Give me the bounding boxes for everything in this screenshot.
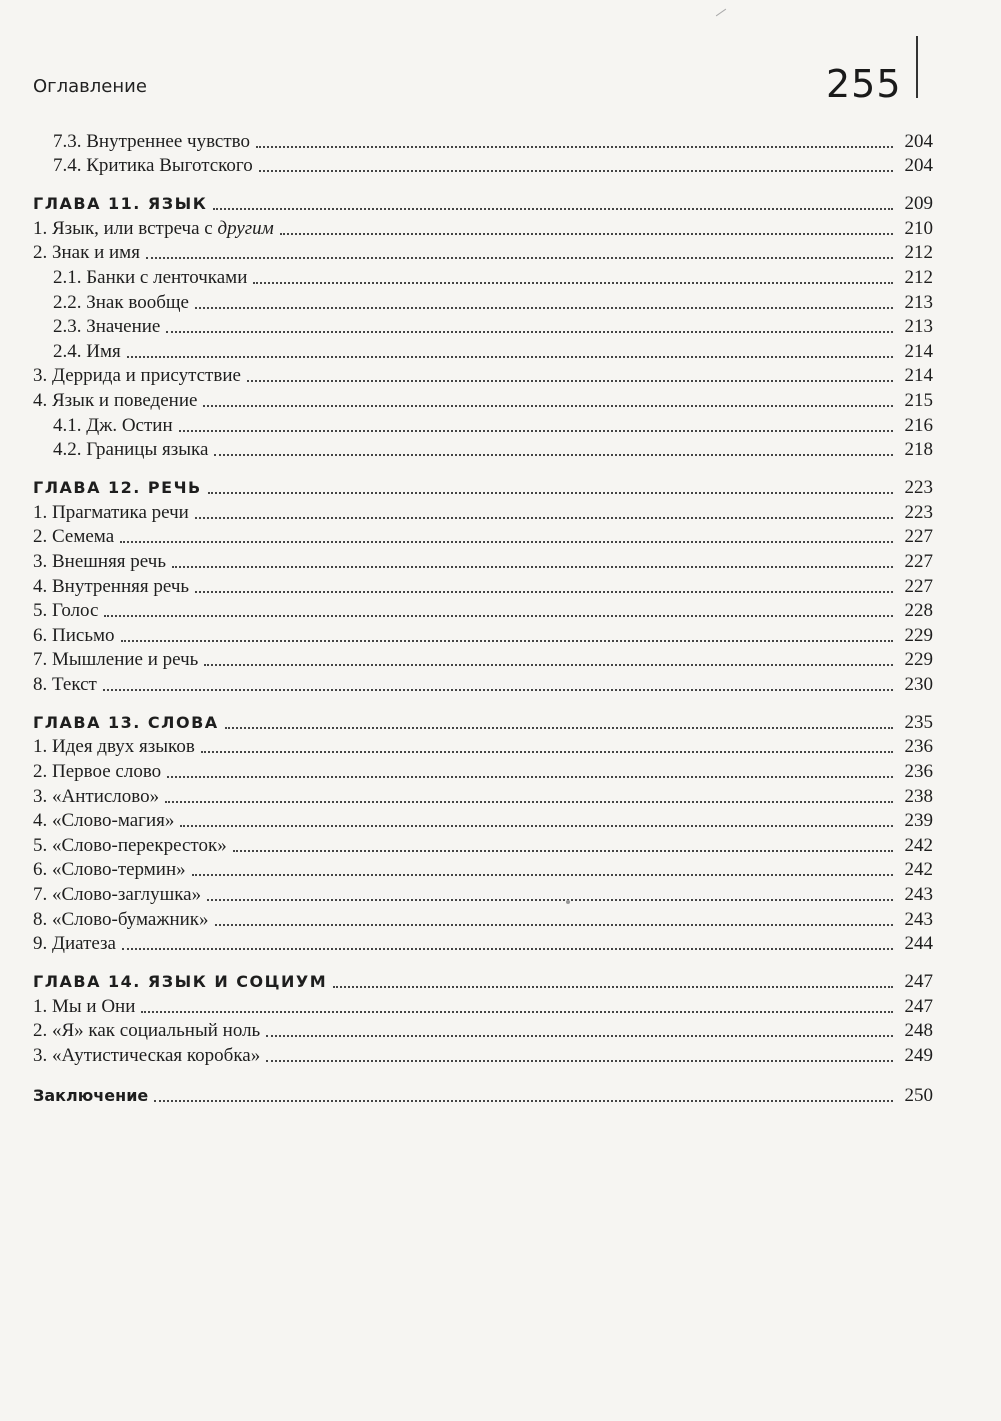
toc-entry-title: 2. «Я» как социальный ноль bbox=[33, 1020, 261, 1042]
toc-entry-page: 229 bbox=[904, 624, 933, 646]
toc-entry bbox=[33, 549, 933, 574]
toc-entry bbox=[33, 932, 933, 957]
toc-entry-title: 5. Голос bbox=[33, 600, 99, 622]
dot-leader bbox=[104, 614, 893, 617]
paper-speck bbox=[566, 900, 570, 904]
toc-entry-title: 9. Диатеза bbox=[33, 933, 116, 955]
toc-entry-title: 4. Внутренняя речь bbox=[33, 575, 190, 597]
toc-entry-page: 218 bbox=[904, 439, 933, 461]
toc-entry-page: 242 bbox=[904, 834, 933, 856]
dot-leader bbox=[215, 923, 893, 926]
dot-leader bbox=[172, 565, 893, 568]
toc-entry bbox=[33, 735, 933, 760]
dot-leader bbox=[208, 491, 893, 494]
toc-entry-page: 214 bbox=[904, 340, 933, 362]
toc-entry-page: 236 bbox=[904, 761, 933, 783]
dot-leader bbox=[259, 169, 893, 172]
chapter-title: ГЛАВА 13. СЛОВА bbox=[33, 712, 219, 732]
toc-entry bbox=[33, 438, 933, 463]
toc-entry-title: 2.1. Банки с ленточками bbox=[53, 266, 248, 288]
dot-leader bbox=[266, 1034, 893, 1037]
toc-entry bbox=[33, 315, 933, 340]
dot-leader bbox=[179, 429, 893, 432]
toc-entry bbox=[33, 882, 933, 907]
paper-mark bbox=[716, 9, 726, 17]
dot-leader bbox=[201, 750, 893, 753]
toc-entry-title: 8. «Слово-бумажник» bbox=[33, 908, 209, 930]
toc-entry-title: 3. Внешняя речь bbox=[33, 550, 166, 572]
toc-entry bbox=[33, 907, 933, 932]
chapter-heading-12 bbox=[33, 462, 933, 500]
toc-entry-title bbox=[33, 217, 274, 241]
toc-entry-page: 212 bbox=[904, 266, 933, 288]
toc-entry-page: 239 bbox=[904, 810, 933, 832]
toc-entry bbox=[33, 574, 933, 599]
toc-entry-page: 210 bbox=[904, 217, 933, 239]
title-italic: другим bbox=[217, 217, 274, 239]
toc-entry-title: 6. «Слово-термин» bbox=[33, 859, 186, 881]
toc-entry-page: 242 bbox=[904, 859, 933, 881]
toc-entry bbox=[33, 154, 933, 179]
toc-entry bbox=[33, 994, 933, 1019]
toc-entry-title: 1. Прагматика речи bbox=[33, 501, 189, 523]
running-head: Оглавление bbox=[33, 76, 147, 97]
toc-entry-title: 4.2. Границы языка bbox=[53, 439, 209, 461]
dot-leader bbox=[204, 663, 893, 666]
chapter-title: ГЛАВА 12. РЕЧЬ bbox=[33, 478, 202, 498]
toc-entry-page: 227 bbox=[904, 550, 933, 572]
conclusion-page: 250 bbox=[904, 1085, 933, 1106]
toc-entry-page: 227 bbox=[904, 575, 933, 597]
dot-leader bbox=[180, 824, 893, 827]
toc-entry-page: 228 bbox=[904, 600, 933, 622]
chapter-page: 235 bbox=[904, 711, 933, 733]
toc-entry-page: 212 bbox=[904, 242, 933, 264]
toc-entry-title: 6. Письмо bbox=[33, 624, 115, 646]
toc-entry-title: 3. Деррида и присутствие bbox=[33, 365, 241, 387]
toc-entry-title: 2. Знак и имя bbox=[33, 242, 140, 264]
toc-entry bbox=[33, 809, 933, 834]
dot-leader bbox=[214, 453, 893, 456]
dot-leader bbox=[233, 849, 893, 852]
toc-entry-page: 249 bbox=[904, 1045, 933, 1066]
toc-entry-page: 243 bbox=[904, 908, 933, 930]
toc-entry-page: 243 bbox=[904, 884, 933, 906]
chapter-page: 209 bbox=[904, 193, 933, 215]
toc-entry-page: 216 bbox=[904, 414, 933, 436]
toc-entry-title: 7. «Слово-заглушка» bbox=[33, 884, 202, 906]
toc-entry bbox=[33, 290, 933, 315]
toc-entry-title: 4. «Слово-магия» bbox=[33, 810, 175, 832]
title-prefix: 1. Язык, или встреча с bbox=[33, 217, 218, 239]
dot-leader bbox=[166, 330, 893, 333]
toc-entry bbox=[33, 1043, 933, 1068]
dot-leader bbox=[256, 145, 893, 148]
toc-entry bbox=[33, 525, 933, 550]
toc-entry-title: 1. Мы и Они bbox=[33, 995, 136, 1017]
dot-leader bbox=[247, 379, 893, 382]
toc-entry-page: 236 bbox=[904, 736, 933, 758]
dot-leader bbox=[195, 306, 893, 309]
dot-leader bbox=[192, 873, 893, 876]
toc-entry bbox=[33, 413, 933, 438]
chapter-heading-11 bbox=[33, 178, 933, 216]
chapter-title: ГЛАВА 11. ЯЗЫК bbox=[33, 194, 208, 214]
toc-entry bbox=[33, 241, 933, 266]
toc-entry-title: 2. Семема bbox=[33, 526, 115, 548]
toc-entry-page: 223 bbox=[904, 501, 933, 523]
toc-entry-title: 3. «Антислово» bbox=[33, 785, 160, 807]
dot-leader bbox=[333, 985, 893, 988]
toc-entry bbox=[33, 648, 933, 673]
toc-entry-page: 204 bbox=[904, 155, 933, 177]
dot-leader bbox=[122, 947, 893, 950]
toc-entry-page: 213 bbox=[904, 316, 933, 338]
dot-leader bbox=[195, 516, 893, 519]
dot-leader bbox=[120, 540, 893, 543]
chapter-heading-14 bbox=[33, 956, 933, 994]
toc-entry bbox=[33, 833, 933, 858]
dot-leader bbox=[280, 232, 893, 235]
toc-entry bbox=[33, 759, 933, 784]
toc-entry bbox=[33, 388, 933, 413]
toc-entry bbox=[33, 129, 933, 154]
toc-entry bbox=[33, 599, 933, 624]
page-number: 255 bbox=[826, 62, 902, 106]
toc-entry-page: 230 bbox=[904, 673, 933, 695]
toc-entry-title: 7.4. Критика Выготского bbox=[53, 155, 253, 177]
toc-entry-title: 7. Мышление и речь bbox=[33, 649, 199, 671]
dot-leader bbox=[213, 207, 893, 210]
toc-entry bbox=[33, 672, 933, 697]
toc-entry bbox=[33, 339, 933, 364]
toc-entry bbox=[33, 1019, 933, 1044]
toc-entry bbox=[33, 858, 933, 883]
toc-entry bbox=[33, 216, 933, 241]
header-rule bbox=[916, 36, 918, 98]
dot-leader bbox=[165, 800, 893, 803]
toc-entry-title: 4.1. Дж. Остин bbox=[53, 414, 173, 436]
toc-entry-page: 214 bbox=[904, 365, 933, 387]
toc-entry-title: 4. Язык и поведение bbox=[33, 389, 198, 411]
dot-leader bbox=[253, 281, 893, 284]
dot-leader bbox=[103, 688, 893, 691]
toc-entry-title: 8. Текст bbox=[33, 673, 97, 695]
toc-entry-title: 1. Идея двух языков bbox=[33, 736, 195, 758]
dot-leader bbox=[167, 775, 893, 778]
chapter-heading-13 bbox=[33, 697, 933, 735]
conclusion-entry bbox=[33, 1068, 933, 1108]
toc-entry-page: 244 bbox=[904, 933, 933, 955]
table-of-contents bbox=[33, 129, 933, 1108]
toc-entry-page: 215 bbox=[904, 389, 933, 411]
toc-entry-page: 229 bbox=[904, 649, 933, 671]
chapter-page: 223 bbox=[904, 477, 933, 499]
dot-leader bbox=[154, 1099, 893, 1102]
toc-entry bbox=[33, 500, 933, 525]
dot-leader bbox=[266, 1059, 893, 1062]
chapter-title: ГЛАВА 14. ЯЗЫК И СОЦИУМ bbox=[33, 972, 328, 992]
toc-entry-title: 3. «Аутистическая коробка» bbox=[33, 1045, 261, 1066]
toc-entry-title: 2.2. Знак вообще bbox=[53, 291, 189, 313]
toc-entry bbox=[33, 784, 933, 809]
dot-leader bbox=[203, 404, 893, 407]
toc-entry-page: 247 bbox=[904, 995, 933, 1017]
toc-entry-page: 213 bbox=[904, 291, 933, 313]
toc-entry-page: 238 bbox=[904, 785, 933, 807]
toc-entry-title: 2. Первое слово bbox=[33, 761, 162, 783]
toc-entry-title: 2.3. Значение bbox=[53, 316, 161, 338]
dot-leader bbox=[146, 256, 893, 259]
toc-entry bbox=[33, 623, 933, 648]
conclusion-title: Заключение bbox=[33, 1086, 149, 1105]
dot-leader bbox=[225, 726, 893, 729]
toc-entry bbox=[33, 364, 933, 389]
toc-entry-title: 2.4. Имя bbox=[53, 340, 121, 362]
dot-leader bbox=[141, 1010, 893, 1013]
dot-leader bbox=[127, 355, 893, 358]
chapter-page: 247 bbox=[904, 971, 933, 993]
toc-entry-page: 204 bbox=[904, 130, 933, 152]
dot-leader bbox=[121, 639, 893, 642]
dot-leader bbox=[195, 590, 893, 593]
toc-entry-title: 7.3. Внутреннее чувство bbox=[53, 130, 251, 152]
toc-entry bbox=[33, 265, 933, 290]
toc-entry-title: 5. «Слово-перекресток» bbox=[33, 834, 227, 856]
toc-entry-page: 227 bbox=[904, 526, 933, 548]
dot-leader bbox=[207, 898, 893, 901]
toc-entry-page: 248 bbox=[904, 1020, 933, 1042]
